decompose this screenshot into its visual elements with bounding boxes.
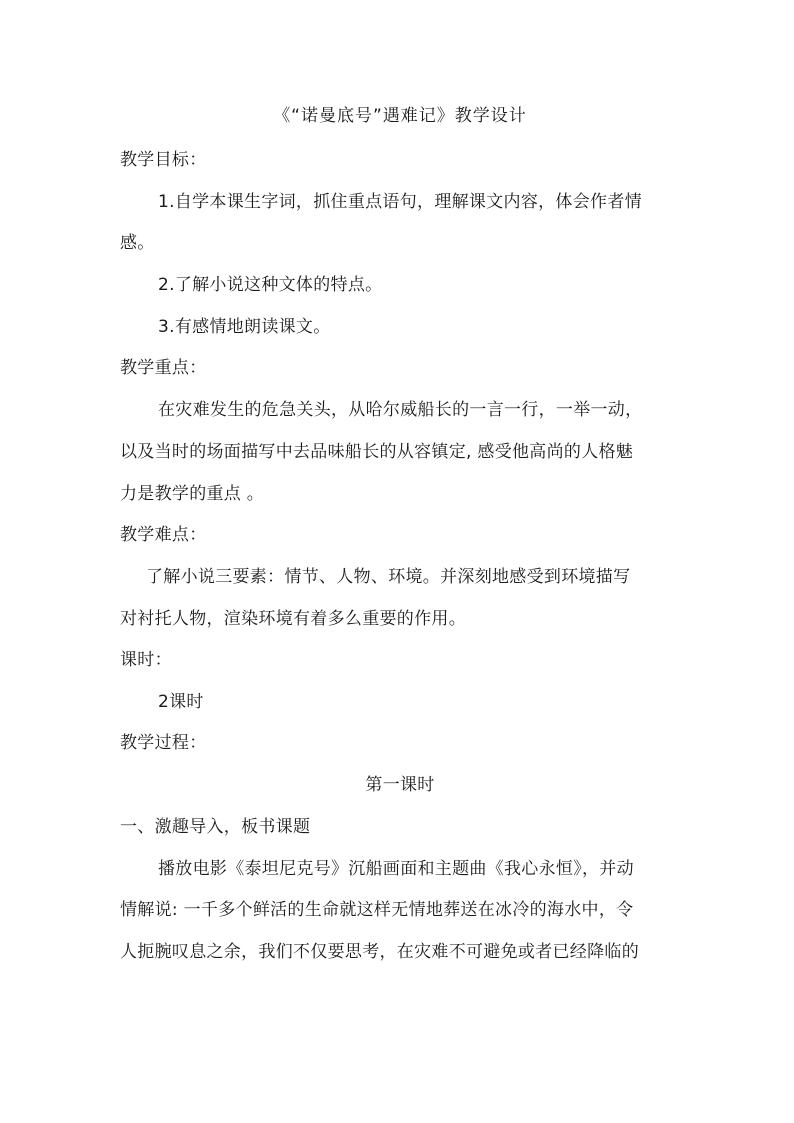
hours-value: 2课时 xyxy=(158,692,204,712)
key-points-line-1: 在灾难发生的危急关头，从哈尔威船长的一言一行，一举一动， xyxy=(158,400,643,420)
objective-3: 3.有感情地朗读课文。 xyxy=(158,317,331,337)
step-1-line-2: 情解说: 一千多个鲜活的生命就这样无情地葬送在冰冷的海水中，令 xyxy=(120,900,634,920)
objective-1-line-1: 1.自学本课生字词，抓住重点语句，理解课文内容，体会作者情 xyxy=(158,192,642,212)
objective-2: 2.了解小说这种文体的特点。 xyxy=(158,275,383,295)
objective-1-line-2: 感。 xyxy=(120,233,155,253)
key-points-heading: 教学重点： xyxy=(120,358,207,378)
difficulties-heading: 教学难点： xyxy=(120,525,207,545)
difficulties-line-2: 对衬托人物，渲染环境有着多么重要的作用。 xyxy=(120,609,466,629)
objectives-heading: 教学目标： xyxy=(120,150,207,170)
hours-heading: 课时： xyxy=(120,650,172,670)
session-title: 第一课时 xyxy=(365,775,435,795)
step-1-line-3: 人扼腕叹息之余，我们不仅要思考，在灾难不可避免或者已经降临的 xyxy=(120,942,639,962)
key-points-line-3: 力是教学的重点 。 xyxy=(120,484,265,504)
key-points-line-2: 以及当时的场面描写中去品味船长的从容镇定, 感受他高尚的人格魅 xyxy=(120,442,634,462)
step-1-heading: 一、激趣导入，板书课题 xyxy=(120,817,311,837)
step-1-line-1: 播放电影《泰坦尼克号》沉船画面和主题曲《我心永恒》，并动 xyxy=(158,859,634,879)
process-heading: 教学过程： xyxy=(120,733,207,753)
document-title: 《“诺曼底号”遇难记》教学设计 xyxy=(273,106,527,126)
difficulties-line-1: 了解小说三要素：情节、人物、环境。并深刻地感受到环境描写 xyxy=(146,567,631,587)
